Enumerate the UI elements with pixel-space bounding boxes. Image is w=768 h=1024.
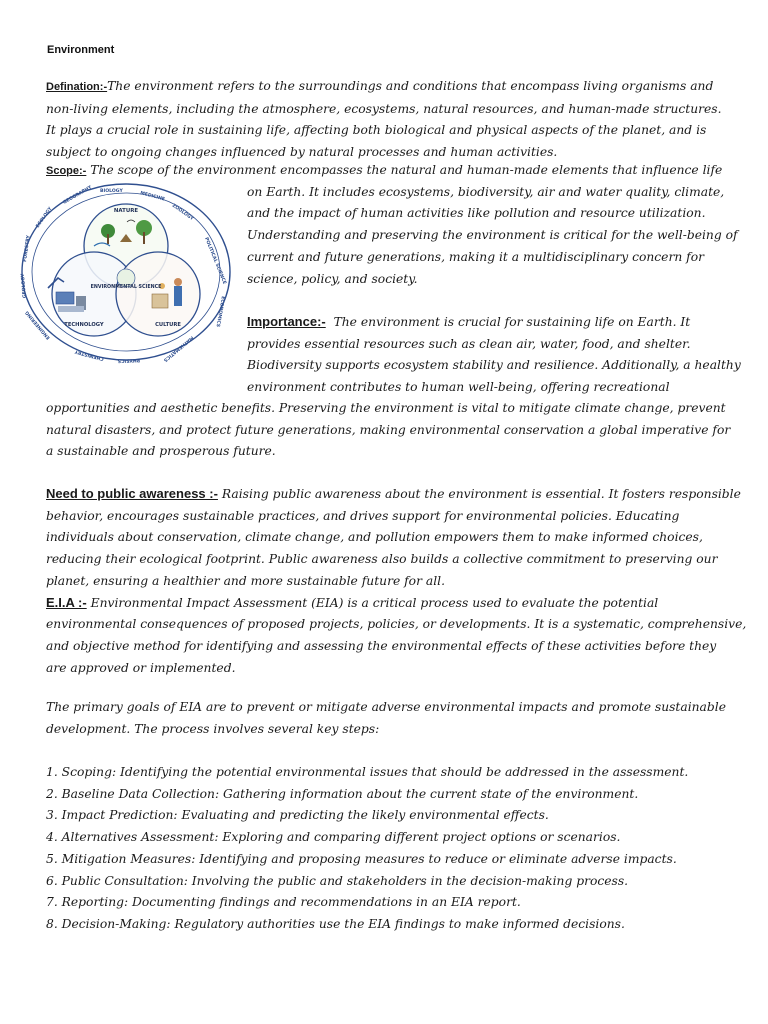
importance-paragraph: [247, 311, 767, 399]
scope-line: on Earth. It includes ecosystems, biodiversity, air and water quality, climate,: [247, 184, 725, 199]
importance-line: Biodiversity supports ecosystem stability and resilience. Additionally, a healthy: [247, 358, 741, 373]
awareness-line: individuals about conservation, climate change, and pollution empowers them to make informed choices,: [46, 530, 703, 545]
nature-label: NATURE: [113, 208, 139, 214]
list-item: 3. Impact Prediction: Evaluating and predicting the likely environmental effects.: [46, 808, 549, 823]
ring-label: CHEMISTRY: [74, 348, 105, 361]
ring-label: MATHEMATICS: [162, 334, 194, 363]
culture-label: CULTURE: [155, 322, 181, 328]
ring-label: POLITICAL SCIENCE: [203, 236, 227, 286]
scope-continuation: [247, 182, 767, 291]
eia-line: are approved or implemented.: [46, 660, 236, 675]
scope-line: current and future generations, making it a multidisciplinary concern for: [247, 249, 704, 264]
awareness-line: reducing their ecological footprint. Public awareness also builds a collective commitment to preserving our: [46, 552, 718, 567]
goals-paragraph: [46, 697, 766, 740]
scope-label: Scope:-: [46, 165, 87, 177]
importance-line: provides essential resources such as clean air, water, food, and shelter.: [247, 336, 691, 351]
awareness-paragraph: [46, 483, 766, 593]
eia-line: Environmental Impact Assessment (EIA) is a critical process used to evaluate the potential: [90, 595, 659, 610]
center-label: ENVIRONMENTAL SCIENCE: [90, 285, 162, 290]
definition-label: Defination:-: [46, 81, 108, 93]
technology-label: TECHNOLOGY: [64, 322, 104, 328]
list-item: 5. Mitigation Measures: Identifying and proposing measures to reduce or eliminate adverse impacts.: [46, 851, 677, 866]
eia-steps: [46, 762, 766, 936]
ring-label: BIOLOGY: [100, 189, 123, 194]
scope-line: science, policy, and society.: [247, 271, 418, 286]
importance-line: environment contributes to human well-being, offering recreational: [247, 380, 670, 395]
scope-line: and the impact of human activities like pollution and resource utilization.: [247, 206, 706, 221]
importance-continuation: [46, 398, 766, 463]
goals-line: development. The process involves several key steps:: [46, 721, 380, 736]
eia-paragraph: [46, 592, 766, 680]
definition-line: The environment refers to the surroundings and conditions that encompass living organisms and: [107, 79, 714, 93]
importance-line: The environment is crucial for sustaining life on Earth. It: [333, 315, 691, 329]
importance-line: opportunities and aesthetic benefits. Preserving the environment is vital to mitigate climate change, prevent: [46, 400, 726, 415]
document-title: Environment: [47, 44, 115, 56]
list-item: 2. Baseline Data Collection: Gathering information about the current state of the environment.: [46, 786, 639, 801]
scope-line: The scope of the environment encompasses the natural and human-made elements that influence life: [90, 163, 723, 177]
eia-line: and objective method for identifying and assessing the environmental effects of these activities before they: [46, 638, 717, 653]
awareness-label: Need to public awareness :-: [46, 486, 218, 501]
environmental-science-diagram: [12, 176, 240, 366]
list-item: 1. Scoping: Identifying the potential environmental issues that should be addressed in the assessment.: [46, 765, 689, 779]
importance-line: natural disasters, and protect future generations, making environmental conservation a global imperative for: [46, 422, 731, 437]
ring-label: ECONOMICS: [214, 295, 225, 328]
ring-label: GEOLOGY: [20, 273, 28, 299]
ring-label: ECOLOGY: [35, 206, 54, 230]
importance-label: Importance:-: [247, 314, 326, 329]
ring-label: MEDICINE: [139, 191, 166, 203]
list-item: 4. Alternatives Assessment: Exploring and comparing different project options or scenarios.: [46, 830, 621, 845]
importance-line: a sustainable and prosperous future.: [46, 444, 276, 459]
awareness-line: planet, ensuring a healthier and more sustainable future for all.: [46, 573, 445, 588]
goals-line: The primary goals of EIA are to prevent or mitigate adverse environmental impacts and promote sustainable: [46, 700, 726, 714]
list-item: 6. Public Consultation: Involving the public and stakeholders in the decision-making process.: [46, 873, 629, 888]
ring-label: ZOOLOGY: [170, 203, 195, 222]
awareness-line: Raising public awareness about the environment is essential. It fosters responsible: [221, 487, 741, 501]
ring-label: PHYSICS: [117, 357, 141, 363]
scope-line: Understanding and preserving the environment is critical for the well-being of: [247, 228, 738, 243]
list-item: 8. Decision-Making: Regulatory authorities use the EIA findings to make informed decisions.: [46, 916, 625, 931]
definition-line: subject to ongoing changes influenced by natural processes and human activities.: [46, 145, 558, 160]
ring-label: FORESTRY: [23, 235, 32, 263]
definition-line: It plays a crucial role in sustaining life, affecting both biological and physical aspects of the planet, and is: [46, 123, 707, 138]
list-item: 7. Reporting: Documenting findings and recommendations in an EIA report.: [46, 895, 521, 910]
awareness-line: behavior, encourages sustainable practices, and drives support for environmental policies. Educating: [46, 508, 680, 523]
ring-label: GEOGRAPHY: [62, 185, 93, 206]
eia-line: environmental consequences of proposed projects, policies, or developments. It is a systematic, comprehensive,: [46, 617, 747, 632]
eia-label: E.I.A :-: [46, 594, 87, 610]
ring-label: ENGINEERING: [24, 309, 52, 340]
definition-paragraph: [46, 76, 766, 164]
definition-line: non-living elements, including the atmosphere, ecosystems, natural resources, and human-made structures.: [46, 101, 722, 116]
